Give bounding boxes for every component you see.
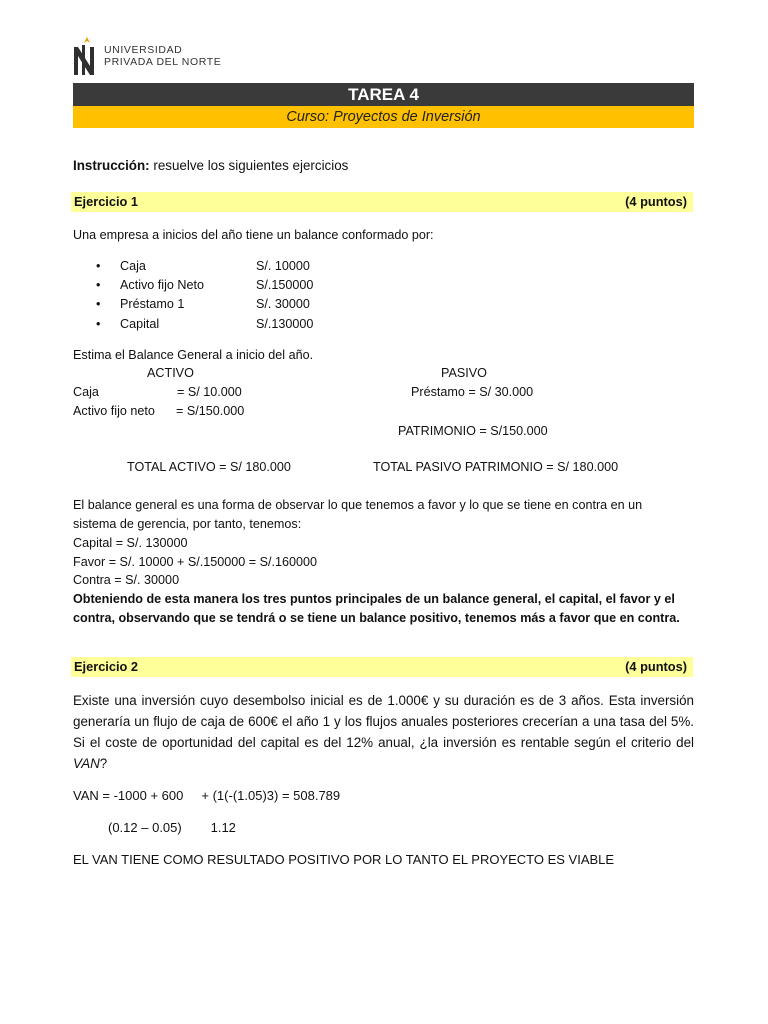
bullet-icon: • — [96, 317, 101, 331]
total-activo: TOTAL ACTIVO = S/ 180.000 — [127, 460, 291, 474]
conclusion-line1: Obteniendo de esta manera los tres puntos principales de un balance general, el capital, el favor y el — [73, 592, 675, 606]
explanation-line2: sistema de gerencia, por tanto, tenemos: — [73, 517, 302, 531]
exercise2-problem: Existe una inversión cuyo desembolso inicial es de 1.000€ y su duración es de 3 años. Esta inversión generaría un flujo de caja de 600€ el año 1 y los flujos anuales posteriores crecerían a una tasa del 5%. Si el coste de oportunidad del capital es del 12% anual, ¿la inversión es rentable según el criterio del VAN? — [73, 693, 694, 771]
favor-line: Favor = S/. 10000 + S/.150000 = S/.160000 — [73, 555, 318, 569]
caja-label: Caja — [73, 385, 99, 399]
document-page: UNIVERSIDAD PRIVADA DEL NORTE TAREA 4 Curso: Proyectos de Inversión Instrucción: resuelve los siguientes ejercicios Ejercicio 1 (4 puntos) Una empresa a inicios del año tiene un balance conformado por: • Caja S/. 10000 • Activo fijo Neto S/.150000 • Préstamo 1 S/. 30000 • Capital S/.130000 Estima el Balance General a inicio del año. ACTIVO PASIVO Caja = S/ 10.000 Préstamo = S/ 30.000 Activo fijo neto = S/150.000 PATRIMONIO = S/150.000 TOTAL ACTIVO = S/ 180.000 TOTAL PASIVO PATRIMONIO = S/ 180.000 El balance general es una forma de observar lo que tenemos a favor y lo que se tiene en contra en un sistema de gerencia, por tanto, tenemos: Capital = S/. 130000 Favor = S/. 10000 + S/.150000 = S/.160000 Contra = S/. 30000 Obteniendo de esta manera los tres puntos principales de un balance general, el capital, el favor y el contra, observando que se tendrá o se tiene un balance positivo, tenemos más a favor que en contra. Ejercicio 2 (4 puntos) Existe una inversión cuyo desembolso inicial es de 1.000€ y su duración es de 3 años. Esta inversión generaría un flujo de caja de 600€ el año 1 y los flujos anuales posteriores crecerían a una tasa del 5%. Si el coste de oportunidad del capital es del 12% anual, ¿la inversión es rentable según el criterio del VAN? VAN = -1000 + 600 + (1(-(1.05)3) = 508.789 (0.12 – 0.05) 1.12 EL VAN TIENE COMO RESULTADO POSITIVO POR LO TANTO EL PROYECTO ES VIABLE — [0, 0, 768, 1024]
bullet-icon: • — [96, 297, 101, 311]
bullet-icon: • — [96, 278, 101, 292]
van-result: EL VAN TIENE COMO RESULTADO POSITIVO POR LO TANTO EL PROYECTO ES VIABLE — [73, 852, 615, 867]
assignment-title: TAREA 4 — [73, 83, 694, 106]
conclusion-line2: contra, observando que se tendrá o se tiene un balance positivo, tenemos más a favor que en contra. — [73, 611, 680, 625]
total-pasivo-patrimonio: TOTAL PASIVO PATRIMONIO = S/ 180.000 — [373, 460, 619, 474]
upn-logo-icon — [72, 35, 100, 77]
exercise1-intro: Una empresa a inicios del año tiene un balance conformado por: — [73, 228, 434, 242]
exercise1-title: Ejercicio 1 — [74, 194, 139, 209]
activo-heading: ACTIVO — [147, 366, 194, 380]
van-term: VAN — [73, 756, 100, 771]
prestamo-value: Préstamo = S/ 30.000 — [411, 385, 534, 399]
activo-fijo-value: = S/150.000 — [176, 404, 245, 418]
bullet-icon: • — [96, 259, 101, 273]
university-name — [104, 44, 221, 68]
instruction-label: Instrucción: — [73, 158, 150, 173]
explanation-line1: El balance general es una forma de observar lo que tenemos a favor y lo que se tiene en contra en un — [73, 498, 643, 512]
activo-fijo-label: Activo fijo neto — [73, 404, 155, 418]
university-line1: UNIVERSIDAD — [104, 44, 183, 56]
van-formula-line2: (0.12 – 0.05) 1.12 — [108, 820, 236, 835]
estimate-text: Estima el Balance General a inicio del año. — [73, 348, 314, 362]
university-line2: PRIVADA DEL NORTE — [104, 56, 222, 68]
course-title: Curso: Proyectos de Inversión — [73, 106, 694, 128]
caja-value: = S/ 10.000 — [177, 385, 242, 399]
university-logo — [72, 34, 221, 78]
instruction-text: resuelve los siguientes ejercicios — [149, 158, 349, 173]
exercise2-points: (4 puntos) — [625, 659, 687, 674]
van-formula-line1: VAN = -1000 + 600 + (1(-(1.05)3) = 508.789 — [73, 788, 341, 803]
contra-line: Contra = S/. 30000 — [73, 573, 180, 587]
pasivo-heading: PASIVO — [441, 366, 487, 380]
exercise1-points: (4 puntos) — [625, 194, 687, 209]
exercise2-header — [71, 657, 693, 677]
capital-line: Capital = S/. 130000 — [73, 536, 188, 550]
instruction-line — [73, 158, 348, 173]
exercise1-header — [71, 192, 693, 212]
patrimonio-value: PATRIMONIO = S/150.000 — [398, 424, 548, 438]
exercise2-title: Ejercicio 2 — [74, 659, 139, 674]
